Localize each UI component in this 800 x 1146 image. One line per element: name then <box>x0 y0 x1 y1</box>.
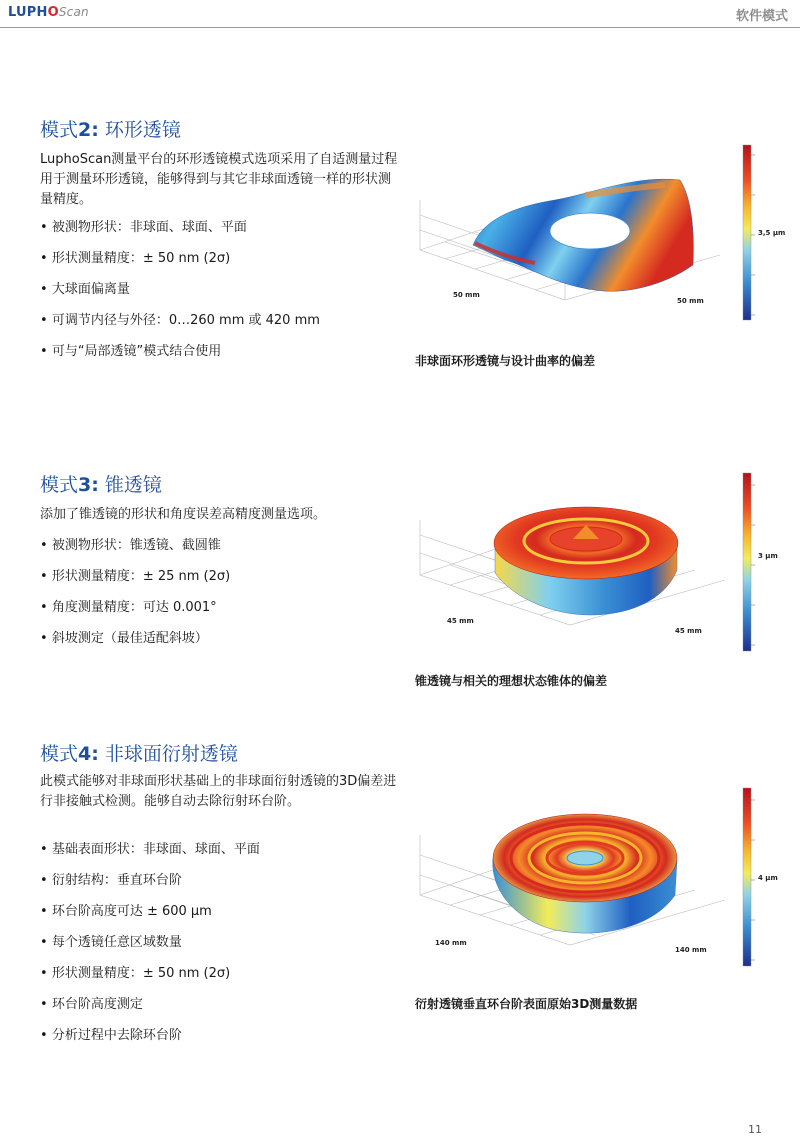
x-axis-label: 140 mm <box>435 939 467 947</box>
diffractive-lens-3d-plot <box>405 780 795 980</box>
conical-lens-3d-plot <box>405 465 795 665</box>
colorbar-scale-label: 3 µm <box>758 552 778 560</box>
page-header <box>0 0 800 28</box>
page-number: 11 <box>748 1123 762 1136</box>
x-axis-label: 50 mm <box>453 291 480 299</box>
list-item: • 可与“局部透镜”模式结合使用 <box>40 342 400 362</box>
mode-4-description: 此模式能够对非球面形状基础上的非球面衍射透镜的3D偏差进行非接触式检测。能够自动去除衍射环台阶。 <box>40 774 397 809</box>
list-item: • 基础表面形状：非球面、球面、平面 <box>40 840 400 860</box>
list-item: • 可调节内径与外径：0…260 mm 或 420 mm <box>40 311 400 331</box>
list-item: • 形状测量精度：± 50 nm (2σ) <box>40 964 400 984</box>
colorbar-scale-label: 3,5 µm <box>758 229 786 237</box>
mode-2-description: LuphoScan测量平台的环形透镜模式选项采用了自适测量过程用于测量环形透镜，能够得到与其它非球面透镜一样的形状测量精度。 <box>40 152 398 207</box>
mode-3-caption: 锥透镜与相关的理想状态锥体的偏差 <box>415 674 608 688</box>
colorbar-scale-label: 4 µm <box>758 874 778 882</box>
list-item: • 被测物形状：非球面、球面、平面 <box>40 218 400 238</box>
mode-2-caption: 非球面环形透镜与设计曲率的偏差 <box>415 354 596 368</box>
list-item: • 形状测量精度：± 50 nm (2σ) <box>40 249 400 269</box>
list-item: • 形状测量精度：± 25 nm (2σ) <box>40 567 400 587</box>
section-label: 软件模式 <box>735 9 788 24</box>
list-item: • 环台阶高度测定 <box>40 995 400 1015</box>
x-axis-label: 45 mm <box>447 617 474 625</box>
mode-4-title: 模式4: 非球面衍射透镜 <box>40 743 238 765</box>
mode-2-title: 模式2: 环形透镜 <box>40 119 181 141</box>
mode-3-description: 添加了锥透镜的形状和角度误差高精度测量选项。 <box>40 507 327 522</box>
y-axis-label: 45 mm <box>675 627 702 635</box>
list-item: • 每个透镜任意区域数量 <box>40 933 400 953</box>
y-axis-label: 140 mm <box>675 946 707 954</box>
list-item: • 环台阶高度可达 ± 600 µm <box>40 902 400 922</box>
list-item: • 角度测量精度：可达 0.001° <box>40 598 400 618</box>
mode-4-caption: 衍射透镜垂直环台阶表面原始3D测量数据 <box>415 997 638 1011</box>
y-axis-label: 50 mm <box>677 297 704 305</box>
list-item: • 斜坡测定（最佳适配斜坡） <box>40 629 400 649</box>
list-item: • 衍射结构：垂直环台阶 <box>40 871 400 891</box>
annular-lens-3d-plot <box>405 135 795 335</box>
mode-4-bullets <box>40 840 400 1057</box>
mode-3-title: 模式3: 锥透镜 <box>40 474 162 496</box>
list-item: • 分析过程中去除环台阶 <box>40 1026 400 1046</box>
luphoscan-logo: LUPHOScan <box>8 5 89 20</box>
mode-2-bullets <box>40 218 400 373</box>
list-item: • 被测物形状：锥透镜、截圆锥 <box>40 536 400 556</box>
list-item: • 大球面偏离量 <box>40 280 400 300</box>
mode-3-bullets <box>40 536 400 660</box>
